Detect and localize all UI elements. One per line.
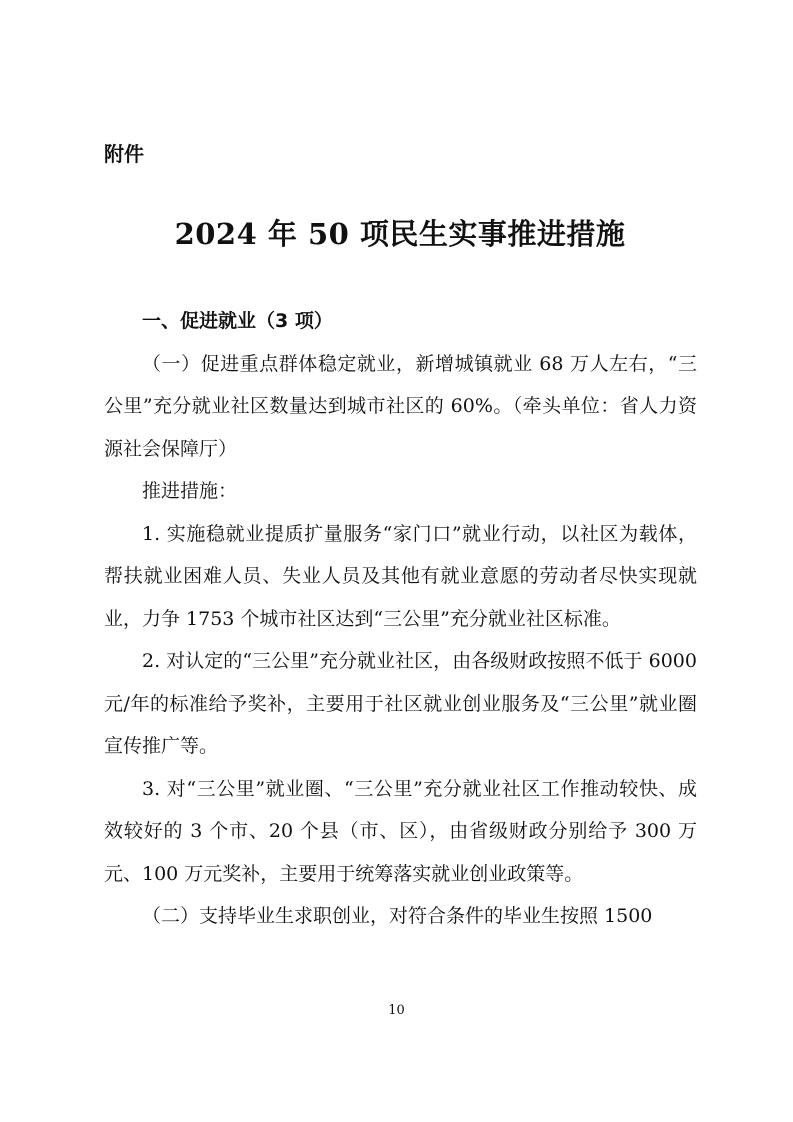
document-title: 2024 年 50 项民生实事推进措施	[174, 217, 626, 251]
page-number: 10	[388, 1003, 405, 1018]
document-body	[104, 300, 697, 938]
attachment-label: 附件	[104, 142, 144, 166]
measure-2-paragraph: 2. 对认定的“三公里”充分就业社区，由各级财政按照不低于 6000 元/年的标准给予奖补，主要用于社区就业创业服务及“三公里”就业圈宣传推广等。	[104, 650, 697, 757]
measure-3-paragraph: 3. 对“三公里”就业圈、“三公里”充分就业社区工作推动较快、成效较好的 3 个市、20 个县（市、区），由省级财政分别给予 300 万元、100 万元奖补，主要用于统筹落实就业创业政策等。	[104, 777, 697, 885]
measures-label: 推进措施：	[142, 480, 238, 502]
item-2-paragraph: （二）支持毕业生求职创业，对符合条件的毕业生按照 1500	[142, 905, 653, 927]
measure-1-paragraph: 1. 实施稳就业提质扩量服务“家门口”就业行动，以社区为载体，帮扶就业困难人员、失业人员及其他有就业意愿的劳动者尽快实现就业，力争 1753 个城市社区达到“三公里”充分就业社区标准。	[104, 522, 697, 630]
item-1-paragraph: （一）促进重点群体稳定就业，新增城镇就业 68 万人左右，“三公里”充分就业社区数量达到城市社区的 60%。（牵头单位：省人力资源社会保障厅）	[104, 352, 697, 460]
section-heading: 一、促进就业（3 项）	[142, 310, 333, 332]
